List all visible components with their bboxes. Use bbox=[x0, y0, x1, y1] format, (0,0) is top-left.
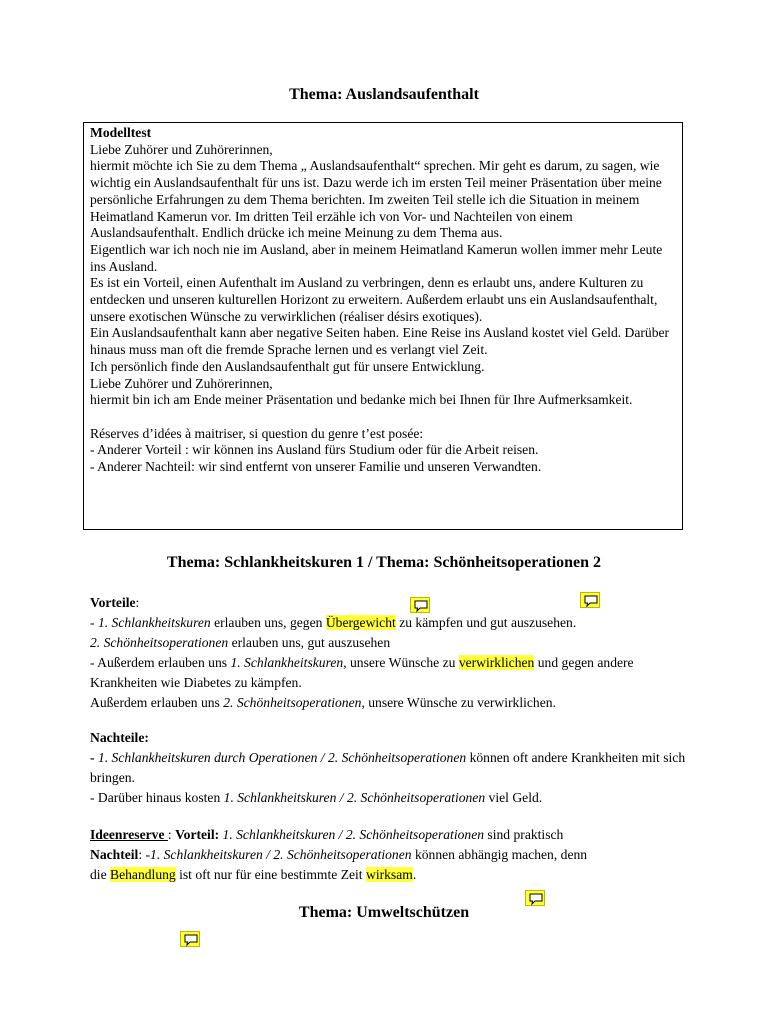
vorteile-line-2: 2. Schönheitsoperationen erlauben uns, gut auszusehen bbox=[90, 635, 391, 650]
highlight-wirksam: wirksam bbox=[366, 867, 413, 882]
comment-icon[interactable] bbox=[180, 931, 200, 947]
vorteile-line-3: - Außerdem erlauben uns 1. Schlankheitskuren, unsere Wünsche zu verwirklichen und gegen andere Krankheiten wie Diabetes zu kämpfen. bbox=[90, 655, 634, 690]
highlight-behandlung: Behandlung bbox=[110, 867, 176, 882]
nachteile-section bbox=[90, 728, 690, 808]
ideen-line-3: die Behandlung ist oft nur für eine bestimmte Zeit wirksam. bbox=[90, 867, 417, 882]
vorteile-line-4: Außerdem erlauben uns 2. Schönheitsoperationen, unsere Wünsche zu verwirklichen. bbox=[90, 695, 556, 710]
vorteile-heading: Vorteile: bbox=[90, 595, 140, 610]
box-line-3: Eigentlich war ich noch nie im Ausland, aber in meinem Heimatland Kamerun wollen immer mehr Leute ins Ausland. bbox=[90, 241, 663, 274]
comment-icon[interactable] bbox=[410, 597, 430, 613]
page-title-auslandsaufenthalt: Thema: Auslandsaufenthalt bbox=[289, 86, 479, 103]
reserve-nachteil: - Anderer Nachteil: wir sind entfernt von unserer Familie und unseren Verwandten. bbox=[90, 459, 542, 475]
nachteile-line-2: - Darüber hinaus kosten 1. Schlankheitskuren / 2. Schönheitsoperationen viel Geld. bbox=[90, 790, 543, 805]
box-line-1: Liebe Zuhörer und Zuhörerinnen, bbox=[90, 141, 273, 157]
comment-icon[interactable] bbox=[525, 890, 545, 906]
ideen-line-2: Nachteil: -1. Schlankheitskuren / 2. Schönheitsoperationen können abhängig machen, denn bbox=[90, 847, 588, 862]
ideenreserve-section bbox=[90, 825, 690, 885]
comment-icon[interactable] bbox=[580, 592, 600, 608]
ideen-line-1: Ideenreserve : Vorteil: 1. Schlankheitskuren / 2. Schönheitsoperationen sind praktisch bbox=[90, 827, 564, 842]
highlight-uebergewicht: Übergewicht bbox=[325, 615, 396, 630]
modelltest-heading: Modelltest bbox=[90, 125, 152, 140]
vorteile-line-1: - 1. Schlankheitskuren erlauben uns, gegen Übergewicht zu kämpfen und gut auszusehen. bbox=[90, 615, 577, 630]
reserve-intro: Réserves d’idées à maitriser, si question du genre t’est posée: bbox=[90, 425, 424, 441]
box-line-4: Es ist ein Vorteil, einen Aufenthalt im Ausland zu verbringen, denn es erlaubt uns, andere Kulturen zu entdecken und unseren kulturellen Horizont zu erweitern. Außerdem erlaubt uns ein Auslandsaufenthalt, unsere exotischen Wünsche zu verwirklichen (réaliser désirs exotiques). bbox=[90, 275, 658, 324]
section-title-umweltschuetzen: Thema: Umweltschützen bbox=[298, 904, 470, 921]
box-line-6: Ich persönlich finde den Auslandsaufenthalt gut für unsere Entwicklung. bbox=[90, 358, 485, 374]
section-title-schlankheitskuren: Thema: Schlankheitskuren 1 / Thema: Schönheitsoperationen 2 bbox=[166, 554, 602, 571]
highlight-verwirklichen: verwirklichen bbox=[458, 655, 535, 670]
box-line-7: Liebe Zuhörer und Zuhörerinnen, bbox=[90, 375, 273, 391]
vorteile-section bbox=[90, 593, 690, 713]
nachteile-heading: Nachteile: bbox=[90, 730, 149, 745]
modelltest-box bbox=[83, 122, 683, 530]
box-line-2: hiermit möchte ich Sie zu dem Thema „ Auslandsaufenthalt“ sprechen. Mir geht es darum, zu sagen, wie wichtig ein Auslandsaufenthalt für uns ist. Dazu werde ich im ersten Teil meiner Präsentation über meine persönliche Erfahrungen zu dem Thema berichten. Im zweiten Teil stelle ich die Situation in meinem Heimatland Kamerun vor. Im dritten Teil erzähle ich von Vor- und Nachteilen von einem Auslandsaufenthalt. Endlich drücke ich meine Meinung zu dem Thema aus. bbox=[90, 158, 662, 241]
box-line-8: hiermit bin ich am Ende meiner Präsentation und bedanke mich bei Ihnen für Ihre Aufmerksamkeit. bbox=[90, 392, 633, 408]
box-line-5: Ein Auslandsaufenthalt kann aber negative Seiten haben. Eine Reise ins Ausland kostet viel Geld. Darüber hinaus muss man oft die fremde Sprache lernen und es verlangt viel Zeit. bbox=[90, 325, 670, 358]
nachteile-line-1: - 1. Schlankheitskuren durch Operationen / 2. Schönheitsoperationen können oft andere Krankheiten mit sich bringen. bbox=[90, 750, 686, 785]
reserve-vorteil: - Anderer Vorteil : wir können ins Ausland fürs Studium oder für die Arbeit reisen. bbox=[90, 442, 539, 458]
